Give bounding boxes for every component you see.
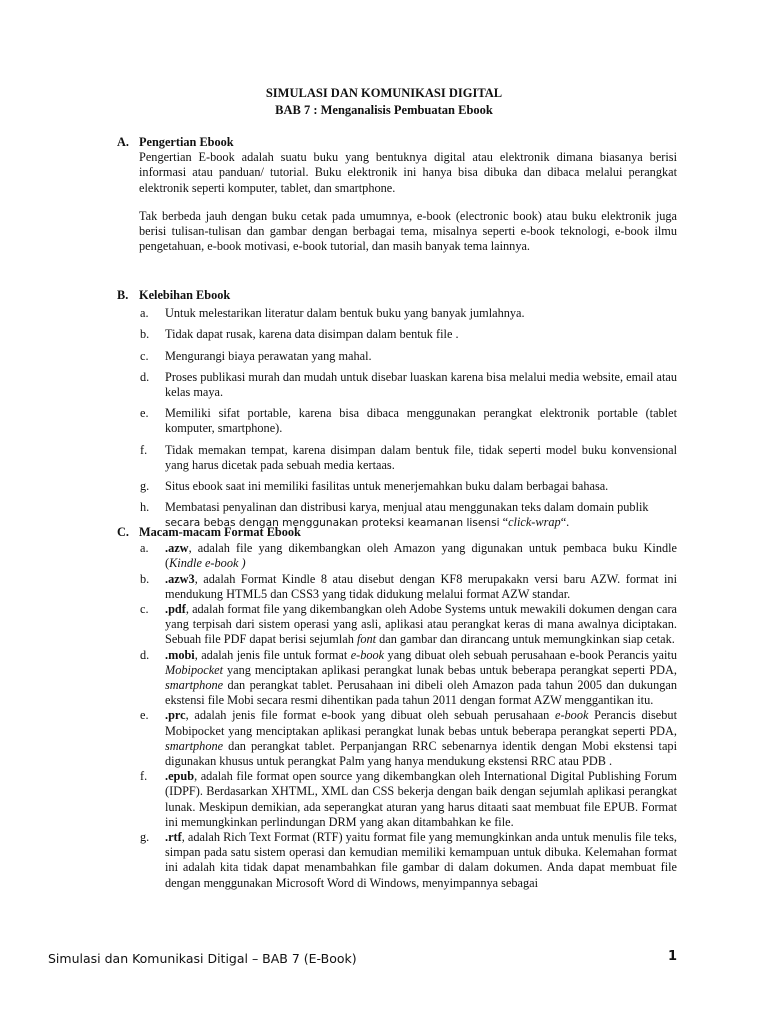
list-item: a. .azw, adalah file yang dikembangkan oleh Amazon yang digunakan untuk pembaca buku Kindle (Kindle e-book ) [140,541,677,571]
section-a [117,135,677,254]
list-item: f. Tidak memakan tempat, karena disimpan dalam bentuk file, tidak seperti model buku konvensional yang harus dicetak pada sebuah media kertaas. [140,442,677,472]
list-item: g. .rtf, adalah Rich Text Format (RTF) yaitu format file yang memungkinkan anda untuk menulis file teks, simpan pada satu sistem operasi dan kemudian memiliki kemampuan untuk dibuka. Kelemahan format ini adalah kita tidak dapat menambahkan file gambar di dalam dokumen. Anda dapat membuat file dengan menggunakan Microsoft Word di Windows, menyimpannya sebagai [140,830,677,890]
section-a-paragraph-1: Pengertian E-book adalah suatu buku yang bentuknya digital atau elektronik dimana biasanya berisi informasi atau panduan/ tutorial. Buku elektronik ini hanya bisa dibuka dan dibaca melalui perangkat elektronik seperti komputer, tablet, dan smartphone. [139,150,677,195]
list-item: a. Untuk melestarikan literatur dalam bentuk buku yang banyak jumlahnya. [140,306,525,321]
list-item: e. .prc, adalah jenis file format e-book yang dibuat oleh sebuah perusahaan e-book Perancis disebut Mobipocket yang menciptakan aplikasi perangkat lunak bebas untuk beberapa perangkat seperti PDA, smartphone dan perangkat tablet. Perpanjangan RRC sebenarnya identik dengan Mobi ekstensi tapi digunakan khusus untuk perangkat Palm yang hanya mendukung ekstensi RRC atau PDB . [140,708,677,769]
list-item: f. .epub, adalah file format open source yang dikembangkan oleh International Digital Publishing Forum (IDPF). Berdasarkan XHTML, XML dan CSS bekerja dengan baik dengan sejumlah aplikasi perangkat lunak. Meskipun demikian, ada seperangkat aturan yang harus ditaati saat membuat file EPUB. Format ini memungkinkan perlindungan DRM yang akan ditambahkan ke file. [140,769,677,829]
page-footer: Simulasi dan Komunikasi Ditigal – BAB 7 (E-Book) [48,951,357,966]
footer-divider [48,938,720,939]
section-b-heading: B. Kelebihan Ebook [117,288,231,302]
page-number: 1 [668,949,678,964]
document-subtitle: BAB 7 : Menganalisis Pembuatan Ebook [275,103,493,117]
section-a-paragraph-2: Tak berbeda jauh dengan buku cetak pada umumnya, e-book (electronic book) atau buku elektronik juga berisi tulisan-tulisan dan gambar dengan berbagai tema, misalnya seperti e-book teknologi, e-book ilmu pengetahuan, e-book motivasi, e-book tutorial, dan masih banyak tema lainnya. [139,208,677,254]
formats-list [117,541,677,891]
document-title-block [0,85,768,119]
list-item: d. .mobi, adalah jenis file untuk format e-book yang dibuat oleh sebuah perusahaan e-book Perancis yaitu Mobipocket yang menciptakan aplikasi perangkat lunak bebas untuk beberapa perangkat seperti PDA, smartphone dan perangkat tablet. Perusahaan ini dibeli oleh Amazon pada tahun 2005 dan dukungan ekstensi file Mobi secara resmi dihentikan pada tahun 2011 dengan format AZW menggantikan itu. [140,647,677,708]
section-c [117,525,677,891]
section-a-heading: A. Pengertian Ebook [117,135,234,149]
list-item: e. Memiliki sifat portable, karena bisa dibaca menggunakan perangkat elektronik portable (tablet komputer, smartphone). [140,406,677,436]
list-item: g. Situs ebook saat ini memiliki fasilitas untuk menerjemahkan buku dalam berbagai bahasa. [140,479,609,494]
section-a-body [139,150,677,254]
list-item: h. Membatasi penyalinan dan distribusi karya, menjual atau menggunakan teks dalam domain publik secara bebas dengan menggunakan proteksi keamanan lisensi “click-wrap“. [140,500,649,530]
list-item: b. Tidak dapat rusak, karena data disimpan dalam bentuk file . [140,327,459,342]
list-item: d. Proses publikasi murah dan mudah untuk disebar luaskan karena bisa melalui media website, email atau kelas maya. [140,369,677,400]
advantages-list [117,306,677,531]
list-item: c. .pdf, adalah format file yang dikembangkan oleh Adobe Systems untuk mewakili dokumen dengan cara yang terpisah dari sistem operasi yang asli, aplikasi atau perangkat keras di mana awalnya diciptakan. Sebuah file PDF dapat berisi sejumlah font dan gambar dan dirancang untuk memungkinkan siap cetak. [140,602,677,647]
document-title: SIMULASI DAN KOMUNIKASI DIGITAL [265,86,503,100]
list-item: b. .azw3, adalah Format Kindle 8 atau disebut dengan KF8 merupakakn versi baru AZW. format ini mendukung HTML5 dan CSS3 yang tidak didukung melalui format AZW standar. [140,571,677,601]
section-c-heading: C. Macam-macam Format Ebook [117,525,301,539]
list-item: c. Mengurangi biaya perawatan yang mahal. [140,348,372,363]
section-b [117,288,677,538]
